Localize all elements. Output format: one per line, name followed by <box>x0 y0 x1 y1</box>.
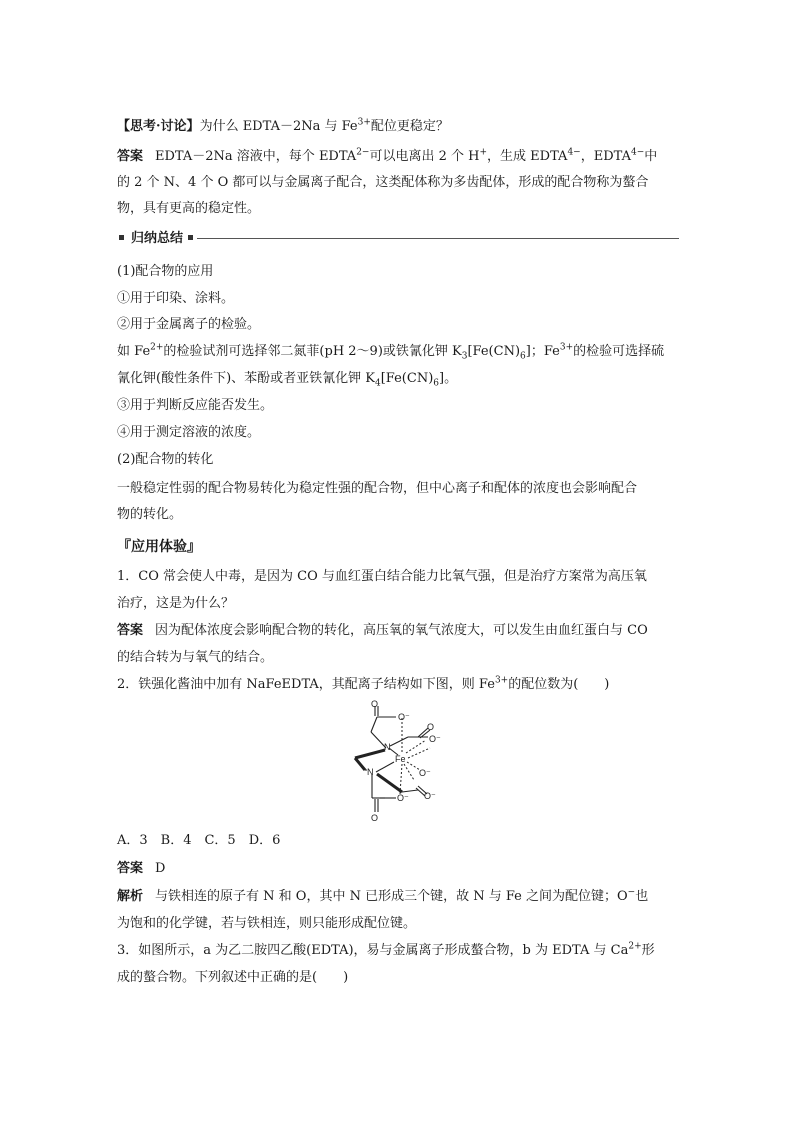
discussion-question: 【思考·讨论】为什么 EDTA－2Na 与 $Fe^{3+}$配位更稳定？ <box>117 117 449 134</box>
atom-label-nitrogen: N <box>367 767 374 777</box>
analysis-label: 解析 <box>117 889 144 904</box>
atom-label-oxygen: O <box>427 722 435 732</box>
question-3-line-2: 成的螯合物。下列叙述中正确的是( ) <box>117 970 349 985</box>
summary-p1-title: (1)配合物的应用 <box>117 264 214 279</box>
summary-p1-detail-line-1: 如 $Fe^{2+}$的检验试剂可选择邻二氮菲(pH 2～9)或铁氰化钾 $K_3[Fe(CN)_6]$；$Fe^{3+}$的检验可选择硫 <box>117 342 665 362</box>
square-bullet-icon <box>119 235 124 240</box>
answer-label: 答案 <box>117 149 144 164</box>
answer-label: 答案 <box>117 623 144 638</box>
question-1-line-2: 治疗，这是为什么？ <box>117 596 235 611</box>
summary-p1-item-2: ②用于金属离子的检验。 <box>117 317 261 332</box>
question-1-line-1: 1．CO 常会使人中毒，是因为 CO 与血红蛋白结合能力比氧气强，但是治疗方案常为高压氧 <box>117 569 647 584</box>
summary-p1-item-3: ③用于判断反应能否发生。 <box>117 398 274 413</box>
discussion-answer-line-2: 的 2 个 N、4 个 O 都可以与金属离子配合，这类配体称为多齿配体，形成的配合物称为螯合 <box>117 175 649 190</box>
atom-label-iron: Fe <box>395 754 406 764</box>
atom-label-oxygen: O <box>371 813 379 823</box>
atom-label-nitrogen: N <box>384 742 391 752</box>
summary-p2-line-1: 一般稳定性弱的配合物易转化为稳定性强的配合物，但中心离子和配体的浓度也会影响配合 <box>117 481 638 496</box>
question-2-stem: 2．铁强化酱油中加有 NaFeEDTA，其配离子结构如下图，则 $Fe^{3+}$的配位数为( ) <box>117 675 610 692</box>
summary-title: 归纳总结 <box>131 231 184 246</box>
atom-label-oxide: O⁻ <box>429 734 441 744</box>
atom-label-oxygen: O <box>371 700 379 709</box>
atom-label-oxide: O⁻ <box>397 793 409 803</box>
question-2-answer: 答案 D <box>117 861 166 876</box>
question-2-options: A．3 B．4 C．5 D．6 <box>117 833 281 848</box>
question-1-answer-line-1: 答案 因为配体浓度会影响配合物的转化，高压氧的氧气浓度大，可以发生由血红蛋白与 CO <box>117 623 648 638</box>
answer-label: 答案 <box>117 861 144 876</box>
atom-label-oxide: O⁻ <box>398 712 410 722</box>
summary-section-header <box>117 230 679 248</box>
square-bullet-icon <box>188 235 193 240</box>
summary-p2-line-2: 物的转化。 <box>117 507 183 522</box>
question-2-analysis-line-2: 为饱和的化学键，若与铁相连，则只能形成配位键。 <box>117 916 417 931</box>
question-2-analysis-line-1: 解析 与铁相连的原子有 N 和 O，其中 N 已形成三个键，故 N 与 Fe 之间为配位键；O−也 <box>117 887 649 904</box>
discussion-answer-line-1: 答案 EDTA－2Na 溶液中，每个 $EDTA^{2-}$可以电离出 2 个 H+，生成 $EDTA^{4-}$，$EDTA^{4-}$中 <box>117 147 658 164</box>
fe-edta-structure-figure <box>330 700 470 825</box>
bracket-open: 【 <box>117 119 131 134</box>
discussion-answer-line-3: 物，具有更高的稳定性。 <box>117 201 261 216</box>
atom-label-oxide: O⁻ <box>419 768 431 778</box>
section-rule <box>197 238 679 239</box>
summary-p1-detail-line-2: 氰化钾(酸性条件下)、苯酚或者亚铁氰化钾 $K_4[Fe(CN)_6]$。 <box>117 371 458 389</box>
summary-p1-item-4: ④用于测定溶液的浓度。 <box>117 425 261 440</box>
question-1-answer-line-2: 的结合转为与氧气的结合。 <box>117 650 274 665</box>
discussion-tag: 思考·讨论 <box>130 119 187 134</box>
atom-label-oxide: O⁻ <box>424 791 436 801</box>
summary-p2-title: (2)配合物的转化 <box>117 452 214 467</box>
practice-header: 『应用体验』 <box>117 539 201 555</box>
summary-p1-item-1: ①用于印染、涂料。 <box>117 291 235 306</box>
bracket-close: 】 <box>186 119 200 134</box>
question-3-line-1: 3．如图所示，a 为乙二胺四乙酸(EDTA)，易与金属离子形成螯合物，b 为 EDTA 与 $Ca^{2+}$形 <box>117 941 655 958</box>
